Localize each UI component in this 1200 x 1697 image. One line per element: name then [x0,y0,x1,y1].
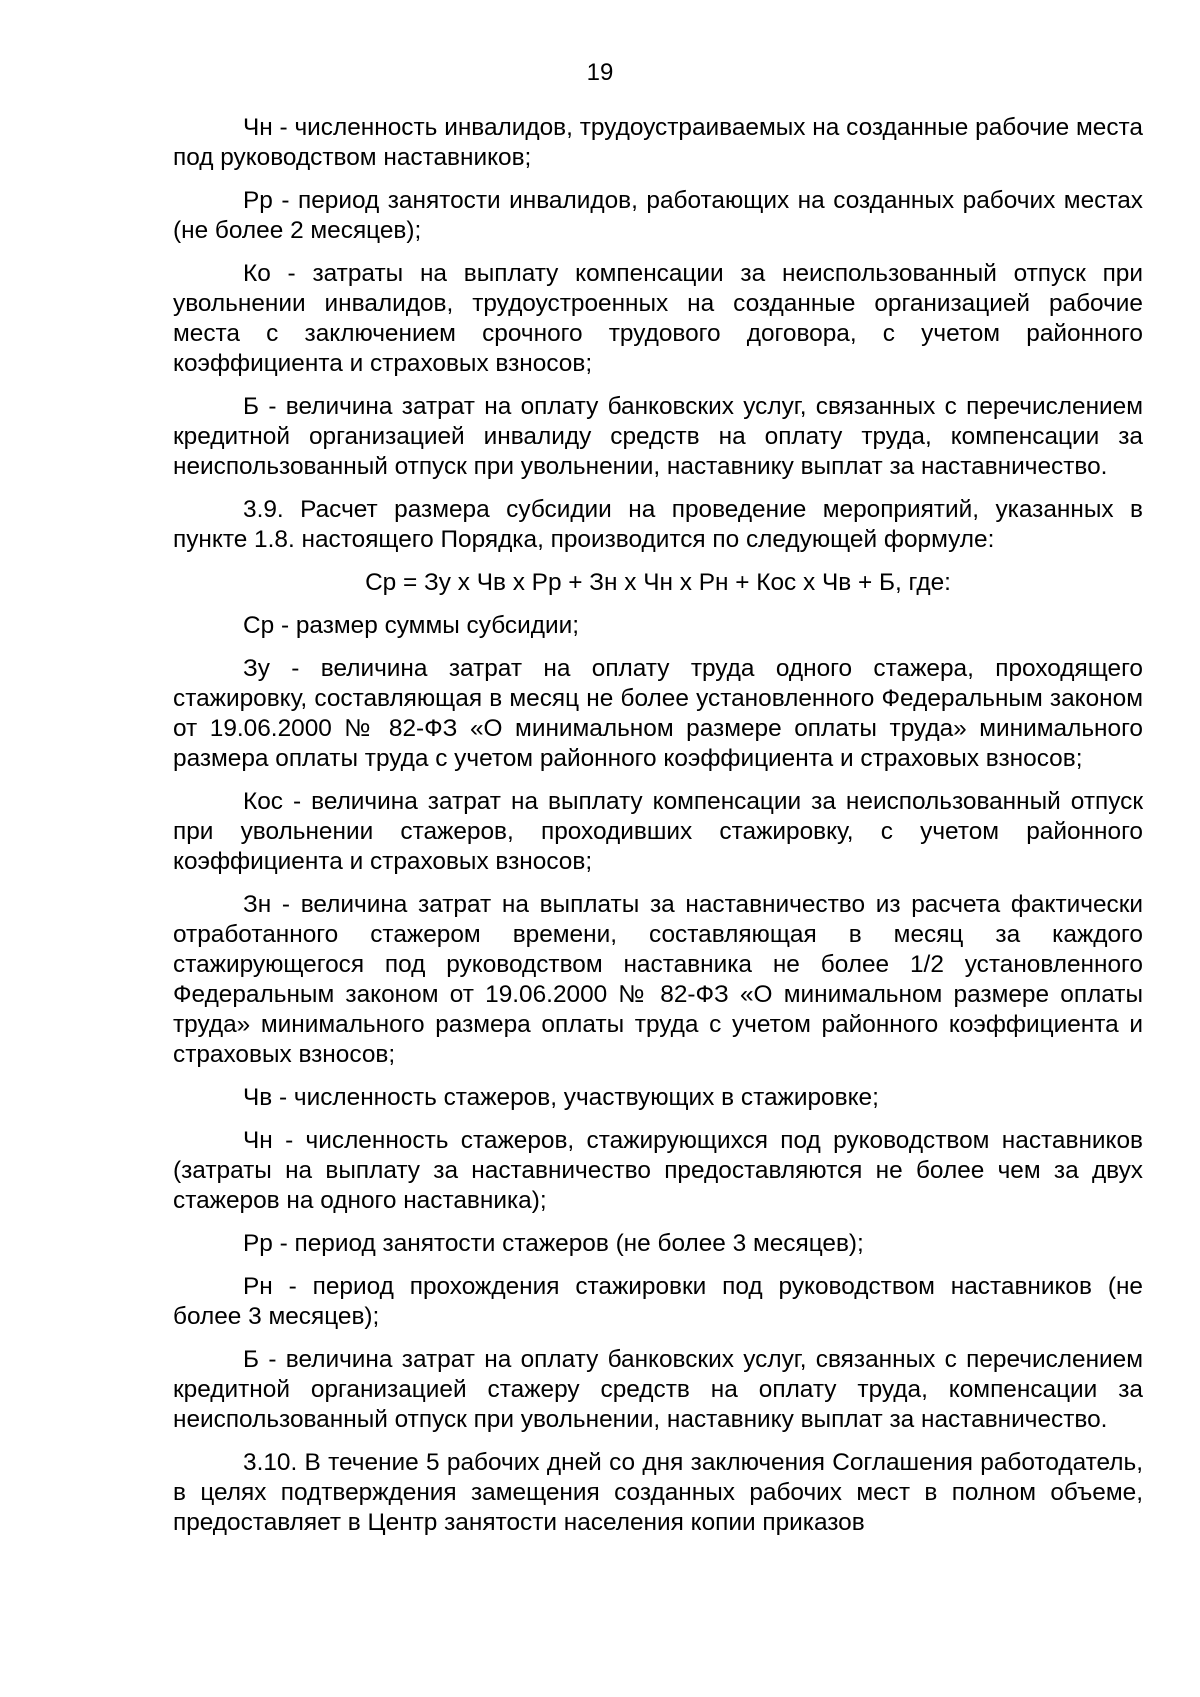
paragraph-rr-invalids: Рр - период занятости инвалидов, работающих на созданных рабочих местах (не более 2 месяцев); [173,187,1143,244]
paragraph-chn-trainees: Чн - численность стажеров, стажирующихся под руководством наставников (затраты на выплату за наставничество предоставляются не более чем за двух стажеров на одного наставника); [173,1127,1143,1214]
paragraph-rr-trainees: Рр - период занятости стажеров (не более 3 месяцев); [243,1230,864,1257]
paragraph-ko: Ко - затраты на выплату компенсации за неиспользованный отпуск при увольнении инвалидов, трудоустроенных на созданные организацией рабочие места с заключением срочного трудового договора, с учетом районного коэффициента и страховых взносов; [173,260,1143,377]
paragraph-kos: Кос - величина затрат на выплату компенсации за неиспользованный отпуск при увольнении стажеров, проходивших стажировку, с учетом районного коэффициента и страховых взносов; [173,788,1143,875]
paragraph-rn: Рн - период прохождения стажировки под руководством наставников (не более 3 месяцев); [173,1273,1143,1330]
paragraph-3-10: 3.10. В течение 5 рабочих дней со дня заключения Соглашения работодатель, в целях подтверждения замещения созданных рабочих мест в полном объеме, предоставляет в Центр занятости населения копии приказов [173,1449,1143,1536]
paragraph-sr: Ср - размер суммы субсидии; [243,612,579,639]
paragraph-b-trainees: Б - величина затрат на оплату банковских услуг, связанных с перечислением кредитной организацией стажеру средств на оплату труда, компенсации за неиспользованный отпуск при увольнении, наставнику выплат за наставничество. [173,1346,1143,1433]
paragraph-chn-invalids: Чн - численность инвалидов, трудоустраиваемых на созданные рабочие места под руководством наставников; [173,114,1143,171]
page-number: 19 [586,59,614,86]
paragraph-zu: Зу - величина затрат на оплату труда одного стажера, проходящего стажировку, составляющая в месяц не более установленного Федеральным законом от 19.06.2000 № 82-ФЗ «О минимальном размере оплаты труда» минимального размера оплаты труда с учетом районного коэффициента и страховых взносов; [173,655,1143,772]
formula: Ср = Зу х Чв х Рр + Зн х Чн х Рн + Кос х Чв + Б, где: [365,569,951,596]
paragraph-zn: Зн - величина затрат на выплаты за наставничество из расчета фактически отработанного стажером времени, составляющая в месяц за каждого стажирующегося под руководством наставника не более 1/2 установленного Федеральным законом от 19.06.2000 № 82-ФЗ «О минимальном размере оплаты труда» минимального размера оплаты труда с учетом районного коэффициента и страховых взносов; [173,891,1143,1068]
paragraph-chv: Чв - численность стажеров, участвующих в стажировке; [243,1084,879,1111]
paragraph-b-invalids: Б - величина затрат на оплату банковских услуг, связанных с перечислением кредитной организацией инвалиду средств на оплату труда, компенсации за неиспользованный отпуск при увольнении, наставнику выплат за наставничество. [173,393,1143,480]
document-body [173,113,1143,1551]
paragraph-3-9: 3.9. Расчет размера субсидии на проведение мероприятий, указанных в пункте 1.8. настоящего Порядка, производится по следующей формуле: [173,496,1143,553]
